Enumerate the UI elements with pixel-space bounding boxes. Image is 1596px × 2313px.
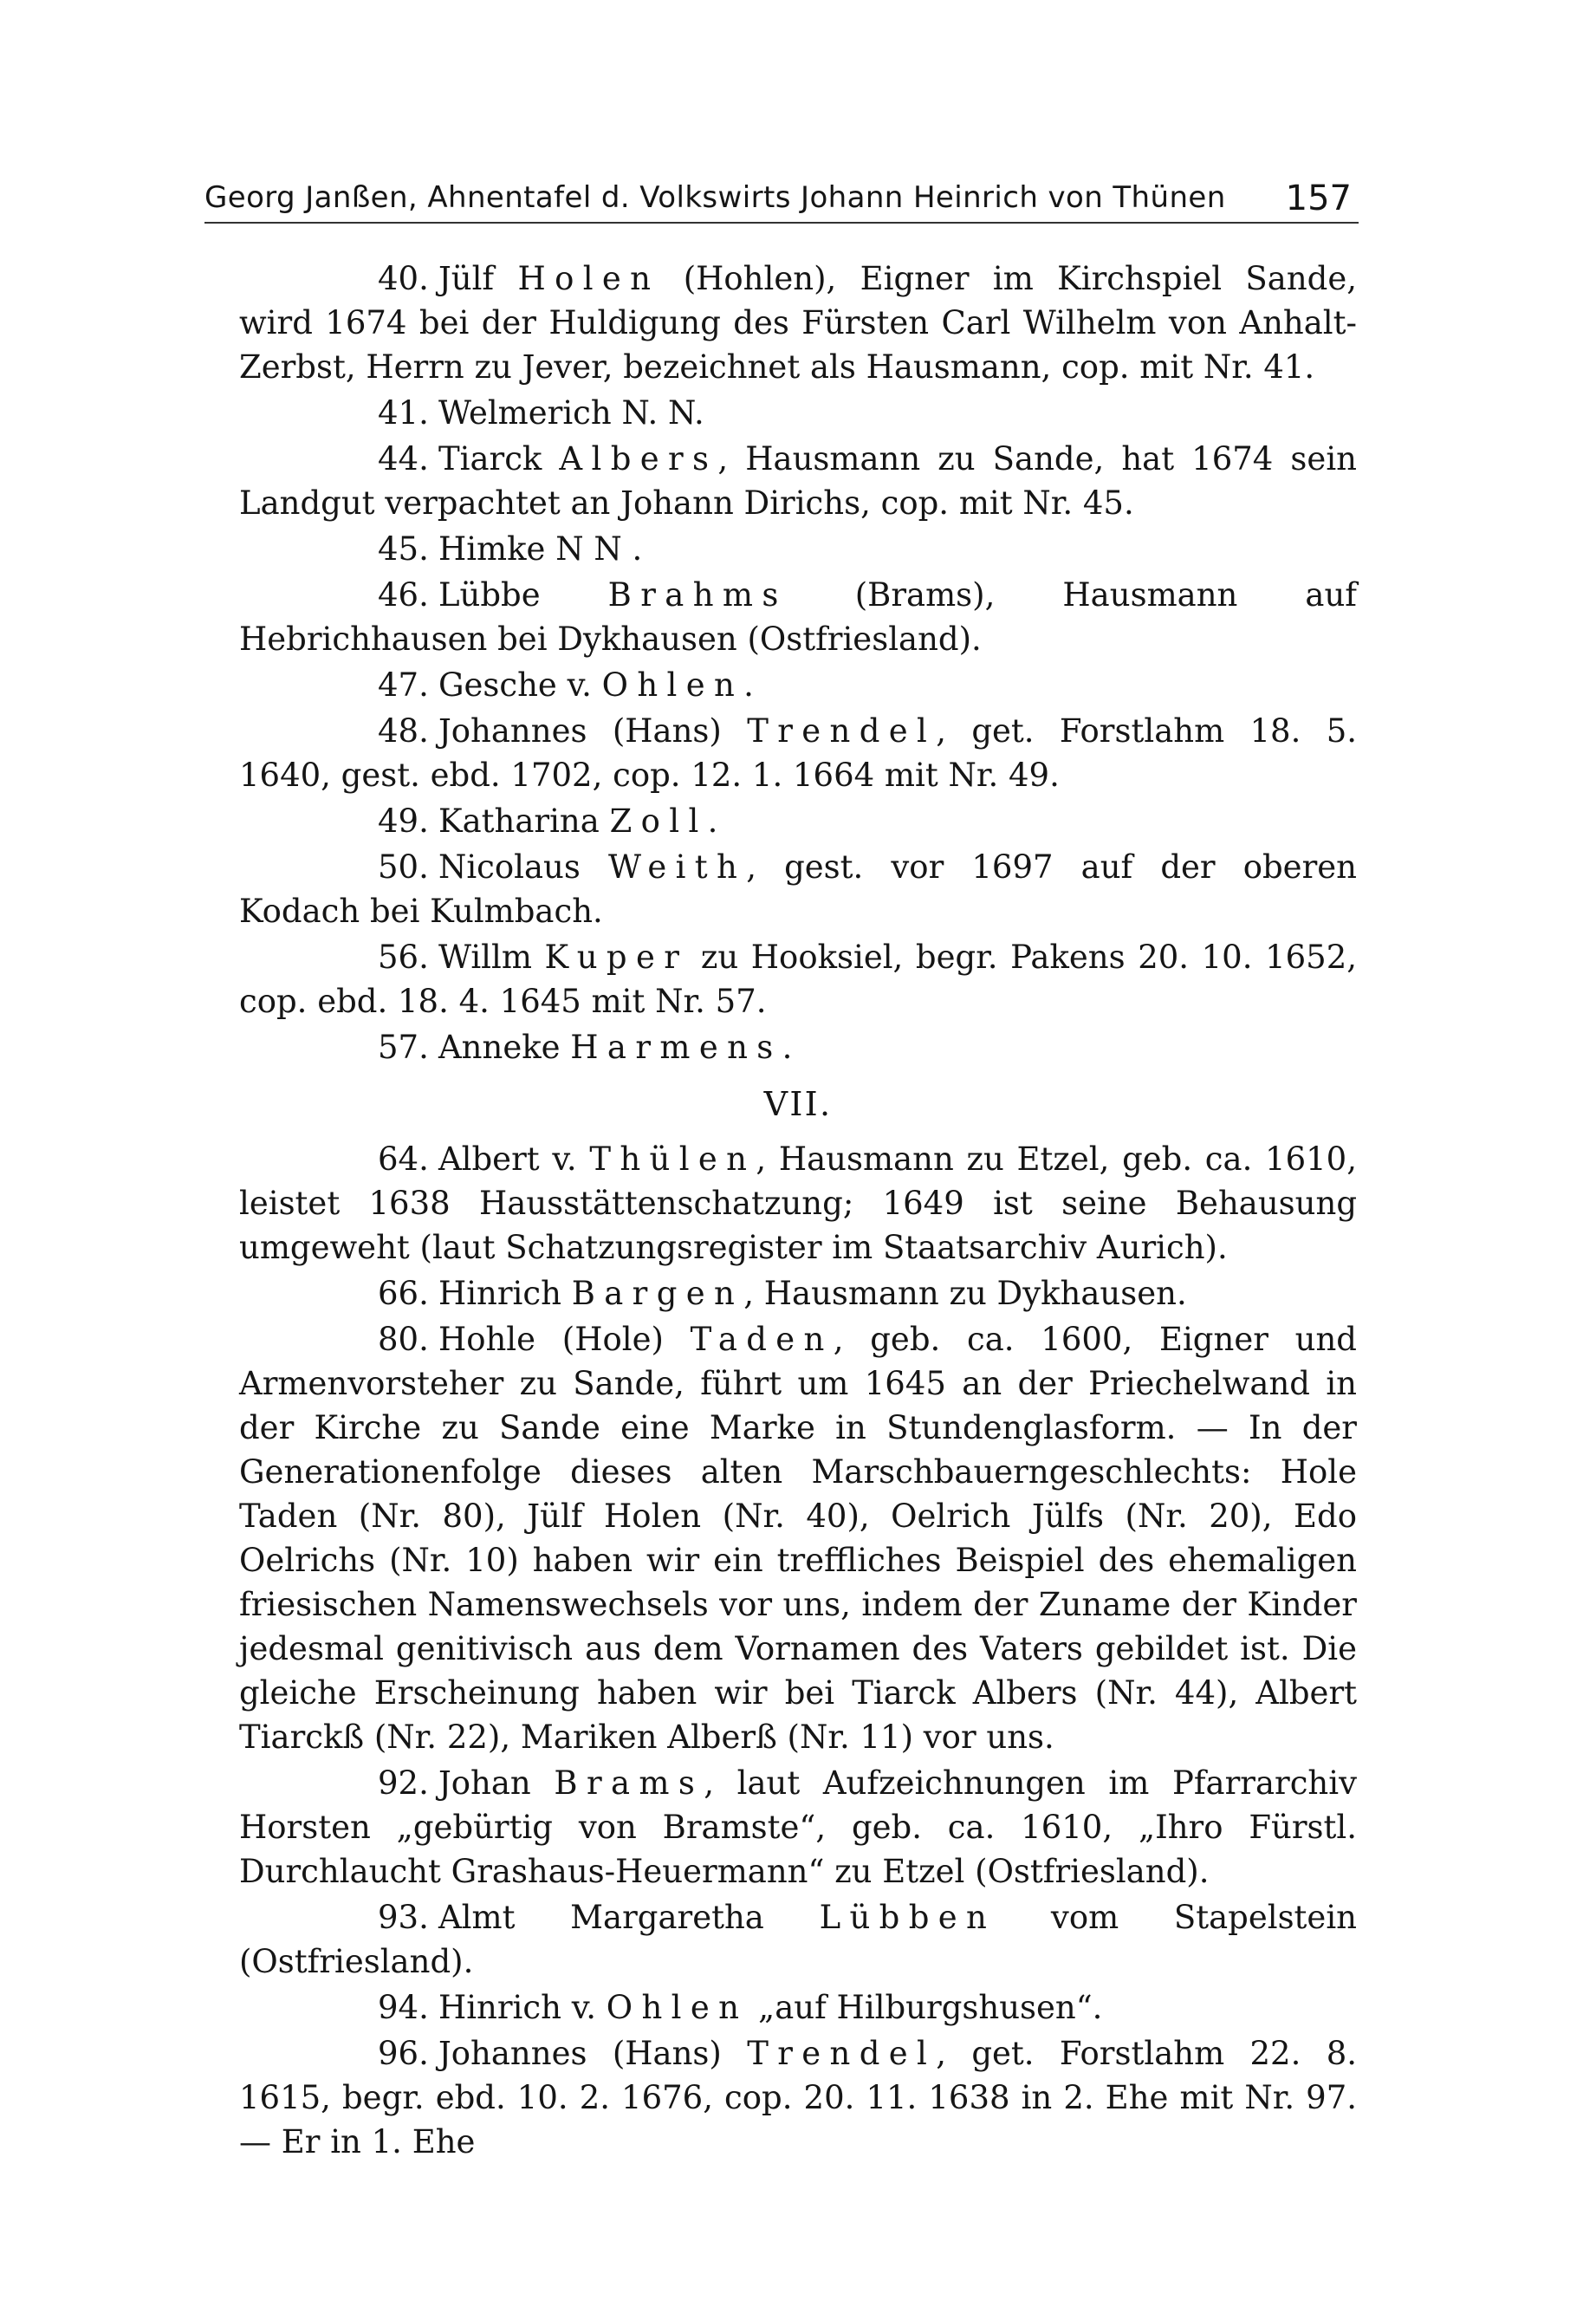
entry-fragment: , get. Forstlahm 18. 5. 1640, gest. ebd. 1702, cop. 12. 1. 1664 mit Nr. 49. bbox=[239, 712, 1357, 794]
surname-spaced: Ohlen bbox=[601, 666, 744, 704]
entry-text bbox=[239, 1271, 1357, 1316]
surname-spaced: Taden bbox=[690, 1321, 834, 1358]
entry-fragment: . bbox=[707, 802, 718, 840]
surname-spaced: Brams bbox=[554, 1764, 704, 1802]
entry-number: 92. bbox=[378, 1764, 429, 1802]
entry-fragment: , get. Forstlahm 22. 8. 1615, begr. ebd. 10. 2. 1676, cop. 20. 11. 1638 in 2. Ehe mit Nr. 97. — Er in 1. Ehe bbox=[239, 2035, 1357, 2160]
entry-fragment: Anneke bbox=[438, 1029, 571, 1066]
entry-number: 56. bbox=[378, 939, 429, 976]
entry-text bbox=[239, 845, 1357, 933]
entry-fragment: Johannes (Hans) bbox=[438, 2035, 748, 2072]
surname-spaced: Zoll bbox=[609, 802, 708, 840]
entry-number: 50. bbox=[378, 848, 429, 886]
entry-fragment: . bbox=[743, 666, 754, 704]
surname-spaced: Albers bbox=[559, 440, 718, 478]
entry-number: 66. bbox=[378, 1275, 429, 1312]
entry-fragment: zu Hooksiel, begr. Pakens 20. 10. 1652, cop. ebd. 18. 4. 1645 mit Nr. 57. bbox=[239, 939, 1358, 1020]
entry-fragment: , Hausmann zu Sande, hat 1674 sein Landgut verpachtet an Johann Dirichs, cop. mit Nr. 45. bbox=[239, 440, 1357, 522]
entry-fragment: , geb. ca. 1600, Eigner und Armenvorsteher zu Sande, führt um 1645 an der Priechelwand in der Kirche zu Sande eine Marke in Stundenglasform. — In der Generationenfolge dieses alten Marschbauerngeschlechts: Hole Taden (Nr. 80), Jülf Holen (Nr. 40), Oelrich Jülfs (Nr. 20), Edo Oelrichs (Nr. 10) haben wir ein treffliches Beispiel des ehemaligen friesischen Namenswechsels vor uns, indem der Zuname der Kinder jedesmal genitivisch aus dem Vornamen des Vaters gebildet ist. Die gleiche Erscheinung haben wir bei Tiarck Albers (Nr. 44), Albert Tiarckß (Nr. 22), Mariken Alberß (Nr. 11) vor uns. bbox=[239, 1321, 1357, 1756]
entry-fragment: vom Stapelstein (Ostfriesland). bbox=[239, 1899, 1357, 1980]
entry-text bbox=[239, 391, 1357, 435]
entry-number: 41. bbox=[378, 394, 429, 432]
entry-fragment: Himke N N . bbox=[438, 530, 643, 568]
entry-fragment: , gest. vor 1697 auf der oberen Kodach bei Kulmbach. bbox=[239, 848, 1357, 930]
entry-number: 40. bbox=[378, 260, 429, 297]
entry-fragment: Willm bbox=[438, 939, 545, 976]
ancestor-entry bbox=[239, 527, 1357, 571]
ancestor-entry bbox=[239, 935, 1357, 1023]
running-header bbox=[204, 172, 1359, 224]
entry-fragment: Johannes (Hans) bbox=[438, 712, 748, 750]
entry-text bbox=[239, 1761, 1357, 1894]
entry-text bbox=[239, 257, 1357, 389]
entry-fragment: Nicolaus bbox=[438, 848, 608, 886]
entry-text bbox=[239, 527, 1357, 571]
entry-number: 57. bbox=[378, 1029, 429, 1066]
entry-fragment: Tiarck bbox=[438, 440, 560, 478]
entry-text bbox=[239, 1025, 1357, 1069]
ancestor-entry bbox=[239, 257, 1357, 389]
entry-number: 94. bbox=[378, 1989, 429, 2026]
entry-fragment: Hinrich bbox=[438, 1275, 572, 1312]
entry-text bbox=[239, 1317, 1357, 1759]
entry-number: 47. bbox=[378, 666, 429, 704]
entry-fragment: (Hohlen), Eigner im Kirchspiel Sande, wird 1674 bei der Huldigung des Fürsten Carl Wilhelm von Anhalt-Zerbst, Herrn zu Jever, bezeichnet als Hausmann, cop. mit Nr. 41. bbox=[239, 260, 1357, 386]
entry-fragment: , laut Aufzeichnungen im Pfarrarchiv Horsten „gebürtig von Bramste“, geb. ca. 1610, „Ihro Fürstl. Durchlaucht Grashaus-Heuermann“ zu Etzel (Ostfriesland). bbox=[239, 1764, 1357, 1890]
surname-spaced: Weith bbox=[607, 848, 747, 886]
ancestor-entry bbox=[239, 1317, 1357, 1759]
ancestor-entry bbox=[239, 1895, 1357, 1984]
entry-fragment: (Brams), Hausmann auf Hebrichhausen bei Dykhausen (Ostfriesland). bbox=[239, 576, 1358, 658]
ancestor-entry bbox=[239, 709, 1357, 797]
surname-spaced: Kuper bbox=[544, 939, 689, 976]
entry-number: 44. bbox=[378, 440, 429, 478]
ancestor-entry bbox=[239, 2031, 1357, 2164]
entry-fragment: Johan bbox=[438, 1764, 555, 1802]
surname-spaced: Harmens bbox=[570, 1029, 782, 1066]
entry-fragment: Almt Margaretha bbox=[438, 1899, 820, 1936]
surname-spaced: Trendel bbox=[747, 2035, 937, 2072]
surname-spaced: Lübben bbox=[819, 1899, 996, 1936]
surname-spaced: Brahms bbox=[607, 576, 788, 614]
entry-number: 64. bbox=[378, 1140, 429, 1178]
ancestor-entry bbox=[239, 573, 1357, 661]
entry-text bbox=[239, 1137, 1357, 1270]
ancestor-entry bbox=[239, 1137, 1357, 1270]
ancestor-entry bbox=[239, 391, 1357, 435]
surname-spaced: Bargen bbox=[571, 1275, 744, 1312]
surname-spaced: Thülen bbox=[589, 1140, 756, 1178]
entry-fragment: . bbox=[782, 1029, 793, 1066]
entry-number: 45. bbox=[378, 530, 429, 568]
entry-text bbox=[239, 1985, 1357, 2030]
ancestor-entry bbox=[239, 1761, 1357, 1894]
entry-fragment: Katharina bbox=[438, 802, 610, 840]
entry-fragment: Hohle (Hole) bbox=[438, 1321, 691, 1358]
entry-fragment: Gesche v. bbox=[438, 666, 602, 704]
entry-fragment: , Hausmann zu Etzel, geb. ca. 1610, leistet 1638 Hausstättenschatzung; 1649 ist seine Behausung umgeweht (laut Schatzungsregister im Staatsarchiv Aurich). bbox=[239, 1140, 1357, 1266]
entry-text bbox=[239, 709, 1357, 797]
entry-text bbox=[239, 573, 1357, 661]
surname-spaced: Ohlen bbox=[606, 1989, 749, 2026]
entry-number: 96. bbox=[378, 2035, 429, 2072]
entry-number: 49. bbox=[378, 802, 429, 840]
entry-number: 46. bbox=[378, 576, 429, 614]
entry-text bbox=[239, 663, 1357, 707]
entry-fragment: , Hausmann zu Dykhausen. bbox=[743, 1275, 1187, 1312]
ancestor-entry bbox=[239, 1025, 1357, 1069]
section-heading: VII. bbox=[763, 1085, 833, 1123]
entry-text bbox=[239, 799, 1357, 843]
entry-fragment: Lübbe bbox=[438, 576, 608, 614]
entry-text bbox=[239, 2031, 1357, 2164]
entry-fragment: Hinrich v. bbox=[438, 1989, 607, 2026]
entry-fragment: „auf Hilburgshusen“. bbox=[748, 1989, 1103, 2026]
entry-fragment: Jülf bbox=[438, 260, 518, 297]
entry-number: 48. bbox=[378, 712, 429, 750]
ancestor-entry bbox=[239, 799, 1357, 843]
ancestor-entry bbox=[239, 845, 1357, 933]
page-number: 157 bbox=[1285, 179, 1352, 218]
entry-text bbox=[239, 1895, 1357, 1984]
entry-text bbox=[239, 437, 1357, 525]
page-body bbox=[239, 257, 1357, 2166]
surname-spaced: Holen bbox=[517, 260, 660, 297]
surname-spaced: Trendel bbox=[747, 712, 937, 750]
entry-fragment: Albert v. bbox=[438, 1140, 590, 1178]
entry-fragment: Welmerich N. N. bbox=[438, 394, 704, 432]
entry-number: 80. bbox=[378, 1321, 429, 1358]
ancestor-entry bbox=[239, 663, 1357, 707]
entry-text bbox=[239, 935, 1357, 1023]
entry-number: 93. bbox=[378, 1899, 429, 1936]
running-title: Georg Janßen, Ahnentafel d. Volkswirts Johann Heinrich von Thünen bbox=[204, 180, 1226, 215]
ancestor-entry bbox=[239, 1985, 1357, 2030]
ancestor-entry bbox=[239, 437, 1357, 525]
ancestor-entry bbox=[239, 1271, 1357, 1316]
